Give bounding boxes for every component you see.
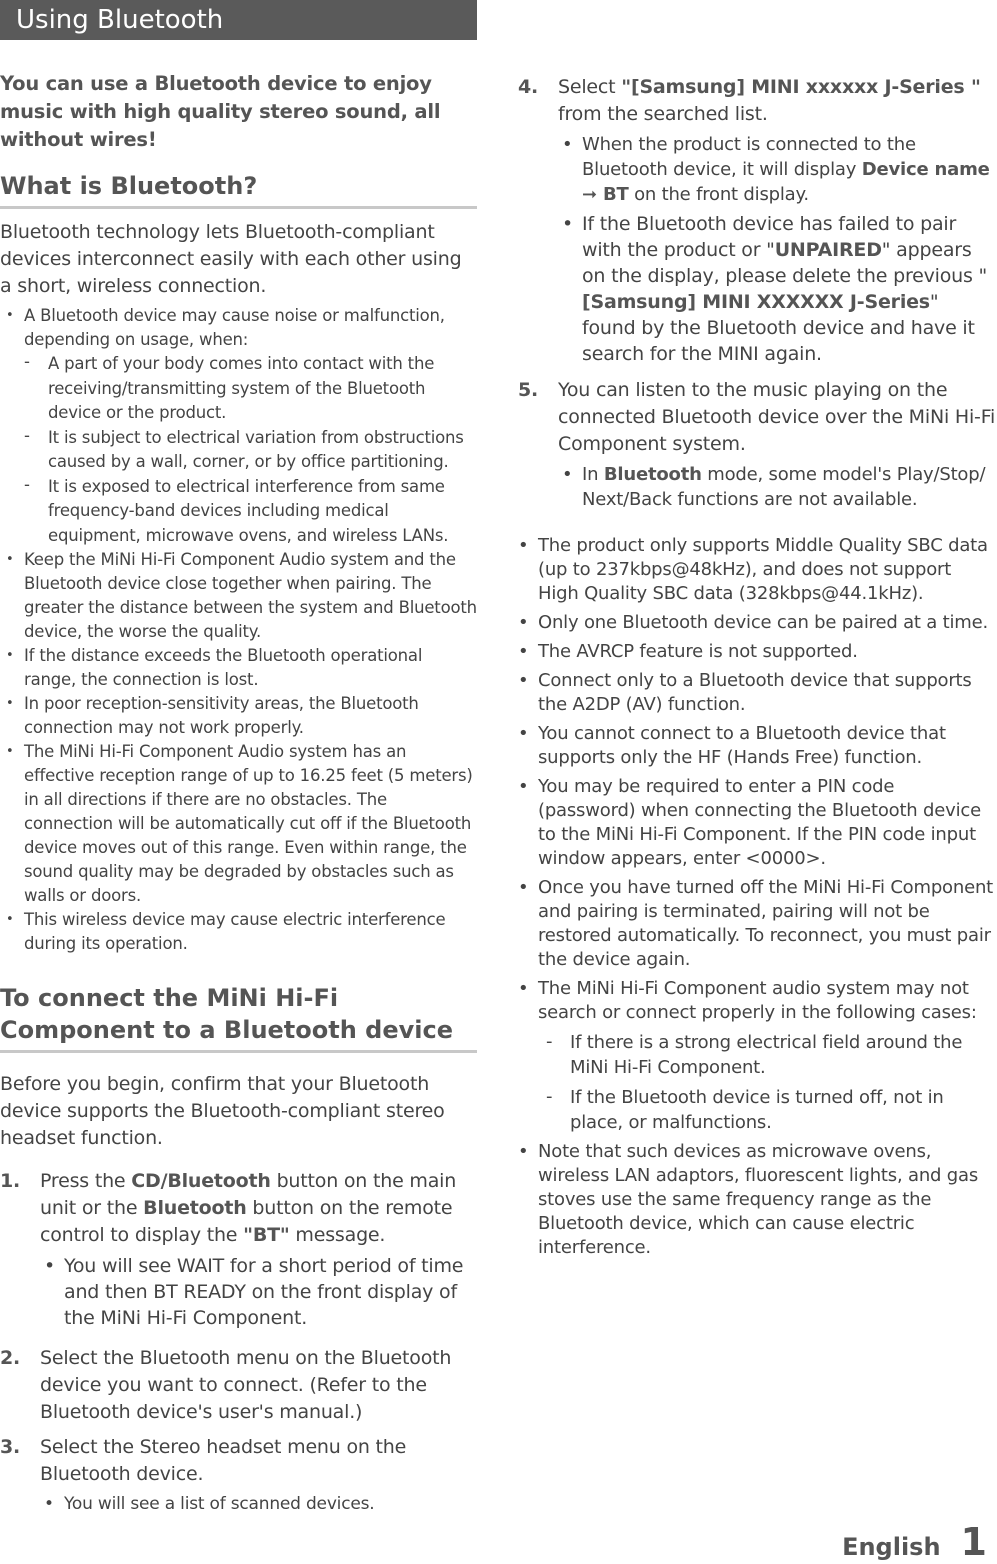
sub-text: In <box>582 464 604 485</box>
step-text: You can listen to the music playing on the connected Bluetooth device over the MiNi Hi-Fi Component system. <box>558 379 996 455</box>
step-number: 2. <box>0 1347 21 1369</box>
step-text: button on the main unit or the <box>40 1170 457 1219</box>
dash-item: - It is exposed to electrical interference from same frequency-band devices including medical equipment, microwave ovens, and wireless LANs. <box>0 475 477 549</box>
note-item: • Connect only to a Bluetooth device that supports the A2DP (AV) function. <box>518 669 997 717</box>
step-2 <box>0 1345 477 1426</box>
note-item: • The MiNi Hi-Fi Component audio system may not search or connect properly in the following cases: <box>518 977 997 1025</box>
step-5-sub <box>558 462 997 512</box>
note-item: • Keep the MiNi Hi-Fi Component Audio system and the Bluetooth device close together when pairing. The greater the distance between the system and Bluetooth device, the worse the quality. <box>0 548 477 644</box>
footer-language: English <box>842 1533 941 1561</box>
step-text: message. <box>289 1224 386 1246</box>
step-text: button on the remote control to display the <box>40 1197 453 1246</box>
connect-heading: To connect the MiNi Hi-Fi Component to a Bluetooth device <box>0 982 477 1053</box>
note-item: • The product only supports Middle Quality SBC data (up to 237kbps@48kHz), and does not support High Quality SBC data (328kbps@44.1kHz). <box>518 534 997 606</box>
sub-text: When the product is connected to the Bluetooth device, it will display <box>582 134 916 180</box>
bluetooth-notes <box>0 304 477 956</box>
samsung-mini-label: [Samsung] MINI XXXXXX J-Series <box>582 291 930 313</box>
step-number: 5. <box>518 379 539 401</box>
bluetooth-mode-label: Bluetooth <box>603 464 702 485</box>
bt-message: "BT" <box>243 1224 290 1246</box>
sub-text: If the Bluetooth device has failed to pair with the product or " <box>582 213 957 261</box>
note-item: • If the distance exceeds the Bluetooth operational range, the connection is lost. <box>0 644 477 692</box>
section-title: Using Bluetooth <box>0 0 477 40</box>
note-item: • This wireless device may cause electric interference during its operation. <box>0 908 477 956</box>
step-5 <box>518 377 997 458</box>
note-item: • You cannot connect to a Bluetooth device that supports only the HF (Hands Free) function. <box>518 722 997 770</box>
step-3 <box>0 1434 477 1488</box>
step-4-sub-2 <box>558 211 997 367</box>
step-3-sub: • You will see a list of scanned devices. <box>40 1492 477 1516</box>
step-text: from the searched list. <box>558 103 768 125</box>
before-you-begin-text: Before you begin, confirm that your Bluetooth device supports the Bluetooth-compliant stereo headset function. <box>0 1073 445 1149</box>
device-name-bt: Device name ➞ BT <box>582 159 990 205</box>
step-text: Select the Stereo headset menu on the Bluetooth device. <box>40 1436 407 1485</box>
step-number: 3. <box>0 1436 21 1458</box>
note-item: • Note that such devices as microwave ovens, wireless LAN adaptors, fluorescent lights, and gas stoves use the same frequency range as the Bluetooth device, which can cause electric interference. <box>518 1140 997 1260</box>
sub-text: " found by the Bluetooth device and have it search for the MINI again. <box>582 291 975 365</box>
page-footer <box>842 1520 987 1564</box>
page-number: 1 <box>960 1520 987 1564</box>
what-is-bluetooth-heading: What is Bluetooth? <box>0 170 477 209</box>
dash-item: - It is subject to electrical variation from obstructions caused by a wall, corner, or by office partitioning. <box>0 426 477 475</box>
step-1-sub: • You will see WAIT for a short period of time and then BT READY on the front display of the MiNi Hi-Fi Component. <box>40 1253 477 1331</box>
note-item: • You may be required to enter a PIN code (password) when connecting the Bluetooth device to the MiNi Hi-Fi Component. If the PIN code input window appears, enter <0000>. <box>518 775 997 871</box>
note-item: • A Bluetooth device may cause noise or malfunction, depending on usage, when: <box>0 304 477 352</box>
note-item: • The MiNi Hi-Fi Component Audio system has an effective reception range of up to 16.25 feet (5 meters) in all directions if there are no obstacles. The connection will be automatically cut off if the Bluetooth device moves out of this range. Even within range, the sound quality may be degraded by obstacles such as walls or doors. <box>0 740 477 908</box>
case-item: - If the Bluetooth device is turned off, not in place, or malfunctions. <box>518 1085 997 1135</box>
step-text: Select <box>558 76 622 98</box>
cd-bluetooth-button-label: CD/Bluetooth <box>131 1170 271 1192</box>
sub-text: mode, some model's Play/Stop/ Next/Back functions are not available. <box>582 464 986 510</box>
device-name-label: "[Samsung] MINI xxxxxx J-Series " <box>621 76 981 98</box>
note-item: • In poor reception-sensitivity areas, the Bluetooth connection may not work properly. <box>0 692 477 740</box>
sub-text: " appears on the display, please delete the previous " <box>582 239 988 287</box>
what-is-bluetooth-body: Bluetooth technology lets Bluetooth-compliant devices interconnect easily with each other using a short, wireless connection. <box>0 221 462 297</box>
right-column <box>518 0 997 1260</box>
case-item: - If there is a strong electrical field around the MiNi Hi-Fi Component. <box>518 1030 997 1080</box>
bluetooth-button-label: Bluetooth <box>143 1197 247 1219</box>
step-number: 4. <box>518 76 539 98</box>
note-item: • Only one Bluetooth device can be paired at a time. <box>518 611 997 635</box>
step-text: Select the Bluetooth menu on the Bluetooth device you want to connect. (Refer to the Bluetooth device's user's manual.) <box>40 1347 452 1423</box>
step-text: Press the <box>40 1170 132 1192</box>
intro-text: You can use a Bluetooth device to enjoy music with high quality stereo sound, all without wires! <box>0 72 441 151</box>
step-number: 1. <box>0 1170 21 1192</box>
note-item: • Once you have turned off the MiNi Hi-Fi Component and pairing is terminated, pairing will not be restored automatically. To reconnect, you must pair the device again. <box>518 876 997 972</box>
note-item: • The AVRCP feature is not supported. <box>518 640 997 664</box>
step-4-sub-1 <box>558 132 997 207</box>
sub-text: on the front display. <box>628 184 809 205</box>
dash-item: - A part of your body comes into contact with the receiving/transmitting system of the Bluetooth device or the product. <box>0 352 477 426</box>
step-1 <box>0 1168 477 1249</box>
right-notes <box>518 534 997 1260</box>
left-column <box>0 0 477 1516</box>
step-4 <box>518 74 997 128</box>
unpaired-label: UNPAIRED <box>774 239 882 261</box>
